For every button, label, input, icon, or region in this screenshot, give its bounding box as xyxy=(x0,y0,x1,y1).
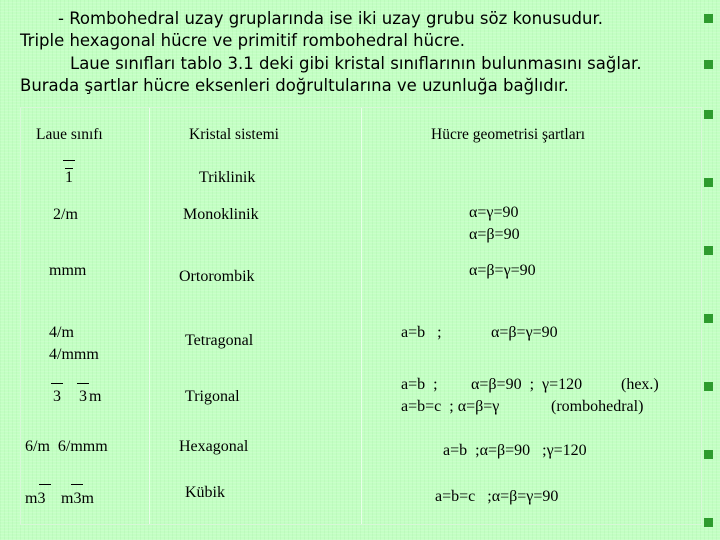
laue-table xyxy=(20,107,702,525)
bullet-square xyxy=(704,314,713,323)
overbar xyxy=(39,484,51,485)
bullet-square xyxy=(704,246,713,255)
bullet-square xyxy=(704,382,713,391)
intro-line-2: Triple hexagonal hücre ve primitif rombohedral hücre. xyxy=(20,31,465,50)
geom-monoklinik-2: α=β=90 xyxy=(469,226,520,243)
geom-trigonal-1c: (hex.) xyxy=(621,376,659,393)
geom-hexagonal: a=b ;α=β=90 ;γ=120 xyxy=(443,442,587,459)
geom-trigonal-2b: (rombohedral) xyxy=(551,398,644,415)
laue-4mmm: 4/mmm xyxy=(49,346,99,363)
overbar xyxy=(77,383,89,384)
bullet-square xyxy=(704,518,713,527)
system-monoklinik: Monoklinik xyxy=(183,206,259,223)
overbar xyxy=(71,484,83,485)
system-tetragonal: Tetragonal xyxy=(185,332,254,349)
laue-2m: 2/m xyxy=(53,206,78,223)
bullet-square xyxy=(704,110,713,119)
right-bullet-column xyxy=(700,0,718,540)
bullet-square xyxy=(704,178,713,187)
system-hexagonal: Hexagonal xyxy=(179,438,249,455)
system-kubik: Kübik xyxy=(185,484,225,501)
laue-m: m xyxy=(89,388,102,405)
bullet-square xyxy=(704,450,713,459)
laue-3bar-1: 3 xyxy=(53,388,61,405)
laue-m3barm: m3m xyxy=(61,490,94,507)
laue-4m: 4/m xyxy=(49,324,74,341)
system-ortorombik: Ortorombik xyxy=(179,268,255,285)
geom-trigonal-2a: a=b=c ; α=β=γ xyxy=(401,398,500,415)
geom-monoklinik-1: α=γ=90 xyxy=(469,204,519,221)
laue-value: 1 xyxy=(65,169,73,186)
laue-mmm: mmm xyxy=(49,262,87,279)
overbar xyxy=(63,160,75,161)
geom-kubik: a=b=c ;α=β=γ=90 xyxy=(435,488,559,505)
bullet-square xyxy=(704,14,713,23)
system-trigonal: Trigonal xyxy=(185,388,240,405)
intro-line-4: Burada şartlar hücre eksenleri doğrultularına ve uzunluğa bağlıdır. xyxy=(20,76,569,95)
intro-line-3: Laue sınıfları tablo 3.1 deki gibi kristal sınıflarının bulunmasını sağlar. xyxy=(70,54,642,73)
header-geometry: Hücre geometrisi şartları xyxy=(431,126,586,143)
intro-paragraph-1 xyxy=(20,8,710,52)
bullet-square xyxy=(704,60,713,69)
laue-1bar xyxy=(65,167,73,189)
intro-paragraph-2 xyxy=(20,53,710,97)
geom-trigonal-1b: α=β=90 ; γ=120 xyxy=(471,376,583,393)
laue-m3bar: m3 xyxy=(25,490,46,507)
overbar xyxy=(51,383,63,384)
intro-line-1: - Rombohedral uzay gruplarında ise iki uzay grubu söz konusudur. xyxy=(58,9,603,28)
laue-3bar-2: 3 xyxy=(79,388,87,405)
geom-ortorombik: α=β=γ=90 xyxy=(469,262,536,279)
system-triklinik: Triklinik xyxy=(199,169,256,186)
geom-trigonal-1a: a=b ; xyxy=(401,376,438,393)
header-system: Kristal sistemi xyxy=(189,126,279,143)
column-divider xyxy=(361,108,362,524)
geom-tetragonal-1: a=b ; xyxy=(401,324,442,341)
column-divider xyxy=(149,108,150,524)
laue-6m: 6/m 6/mmm xyxy=(25,438,108,455)
geom-tetragonal-2: α=β=γ=90 xyxy=(491,324,558,341)
header-laue: Laue sınıfı xyxy=(36,126,103,143)
